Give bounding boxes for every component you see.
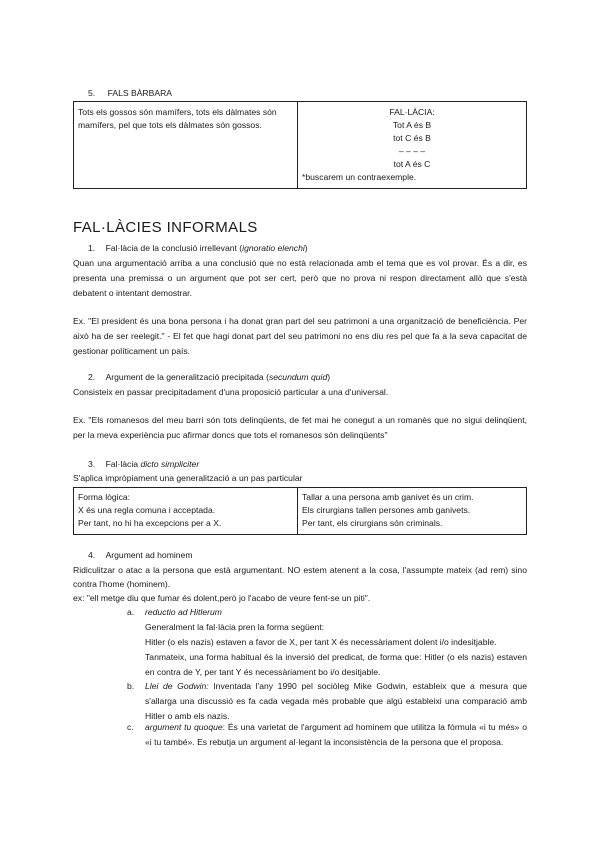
example-conclusion: Per tant, els cirurgians són criminals. — [302, 518, 443, 528]
premise-2: tot C és B — [393, 133, 431, 143]
subitem-a-letter: a. — [127, 607, 135, 617]
subitem-a-title — [145, 605, 527, 620]
subitem-b-title: Llei de Godwin: — [145, 681, 209, 691]
item-4-heading — [88, 548, 193, 562]
item-2-definition: Consisteix en passar precipitadament d'una proposició particular a una d'universal. — [73, 387, 389, 397]
subitem-c — [145, 720, 527, 750]
subitem-a-p1: Generalment la fal·làcia pren la forma següent: — [145, 622, 325, 632]
item-number: 2. — [88, 372, 96, 382]
note: *buscarem un contraexemple. — [302, 172, 417, 182]
dicto-simpliciter-table — [73, 487, 527, 535]
section-number: 5. — [88, 88, 96, 98]
subitem-a-p2: Hitler (o els nazis) estaven a favor de X, per tant X és necessàriament dolent i/o indesitjable. — [145, 637, 497, 647]
subitem-c-letter: c. — [127, 722, 134, 732]
item-title-end: ) — [304, 243, 308, 253]
item-number: 1. — [88, 243, 96, 253]
example-cell — [298, 488, 527, 535]
logical-form-premise: X és una regla comuna i acceptada. — [78, 505, 216, 515]
fals-barbara-table — [73, 101, 527, 189]
form-label: FAL·LÀCIA: — [389, 107, 435, 117]
subitem-a — [145, 605, 527, 680]
item-title-latin: secundum quid — [268, 372, 328, 382]
subitem-c-text: : És una varietat de l'argument ad hominem que utilitza la fórmula «i tu més» o «i tu també». Es rebutja un argument al·legant la inconsistència de la persona que el proposa. — [145, 722, 527, 747]
item-title — [106, 459, 200, 469]
item-1-heading — [88, 241, 308, 255]
subitem-c-title: argument tu quoque — [145, 722, 223, 732]
fals-barbara-example — [74, 102, 298, 189]
item-2-example: Ex. "Els romanesos del meu barri són tots delinqüents, de fet mai he conegut a un romanès que no sigui delinqüent, per la meva experiència puc afirmar doncs que tots el romanesos són delinqüents" — [73, 415, 527, 440]
item-title — [106, 372, 331, 382]
item-title-text: Fal·làcia — [105, 459, 141, 469]
item-1-example: Ex. "El president és una bona persona i ha donat gran part del seu patrimoni a una organització de beneficiència. Per això ha de ser reelegit." - El fet que hagi donat part del seu patrimoni no ens diu res pel que fa a la seva capacitat de gestionar políticament un país. — [73, 316, 527, 356]
item-3-definition: S'aplica impròpiament una generalització a un pas particular — [73, 473, 303, 483]
premise-1: Tot A és B — [392, 120, 432, 130]
example-premise-2: Els cirurgians tallen persones amb ganivets. — [302, 505, 471, 515]
example-premise-1: Tallar a una persona amb ganivet és un crim. — [302, 492, 474, 502]
subitem-b — [145, 679, 527, 724]
separator: – – – – — [398, 146, 426, 156]
conclusion: tot A és C — [393, 159, 431, 169]
page-heading: FAL·LÀCIES INFORMALS — [73, 219, 258, 236]
item-1-definition: Quan una argumentació arriba a una conclusió que no està relacionada amb el tema que es vol provar. És a dir, es presenta una premissa o un argument que pot ser cert, però que no prova ni respon directament allò que s'està debatent o intentant demostrar. — [73, 258, 527, 298]
subitem-a-p3: Tanmateix, una forma habitual és la inversió del predicat, de forma que: Hitler (o els nazis) estaven en contra de Y, per tant Y és necessàriament bo i/o desitjable. — [145, 652, 527, 677]
item-number: 4. — [88, 550, 96, 560]
item-title-latin: ignoratio elenchi — [242, 243, 305, 253]
subitem-a-title-text: reductio ad Hitlerum — [145, 607, 222, 617]
item-title-text: Argument de la generalització precipitada ( — [105, 372, 269, 382]
item-number: 3. — [88, 459, 96, 469]
item-title-text: Fal·làcia de la conclusió irrellevant ( — [105, 243, 243, 253]
subitem-b-letter: b. — [127, 681, 135, 691]
logical-form-conclusion: Per tant, no hi ha excepcions per a X. — [78, 518, 222, 528]
item-title: Argument ad hominem — [105, 550, 193, 560]
section-title: FALS BÀRBARA — [107, 88, 173, 98]
item-title-end: ) — [327, 372, 331, 382]
subitem-b-text: Inventada l'any 1990 pel sociòleg Mike Godwin, estableix que a mesura que s'allarga una discussió es fa cada vegada més probable que algú estableixi una comparació amb Hitler o amb els nazis. — [145, 681, 527, 721]
item-4-example: ex: "ell metge diu que fumar és dolent,però jo l'acabo de veure fent-se un piti". — [73, 593, 371, 603]
item-title — [106, 243, 308, 253]
logical-form-label: Forma lògica: — [78, 492, 131, 502]
item-title-latin: dicto simpliciter — [140, 459, 200, 469]
example-text: Tots els gossos són mamífers, tots els dàlmates són mamífers, pel que tots els dàlmates són gossos. — [78, 107, 277, 130]
item-4-definition: Ridiculitzar o atac a la persona que està argumentant. NO estem atenent a la cosa, l'assumpte mateix (ad rem) sino contra l'home (hominem). — [73, 565, 527, 589]
fals-barbara-form — [298, 102, 527, 189]
item-3-heading — [88, 457, 199, 471]
logical-form-cell — [74, 488, 298, 535]
item-2-heading — [88, 370, 330, 384]
section-5-heading — [88, 86, 172, 100]
